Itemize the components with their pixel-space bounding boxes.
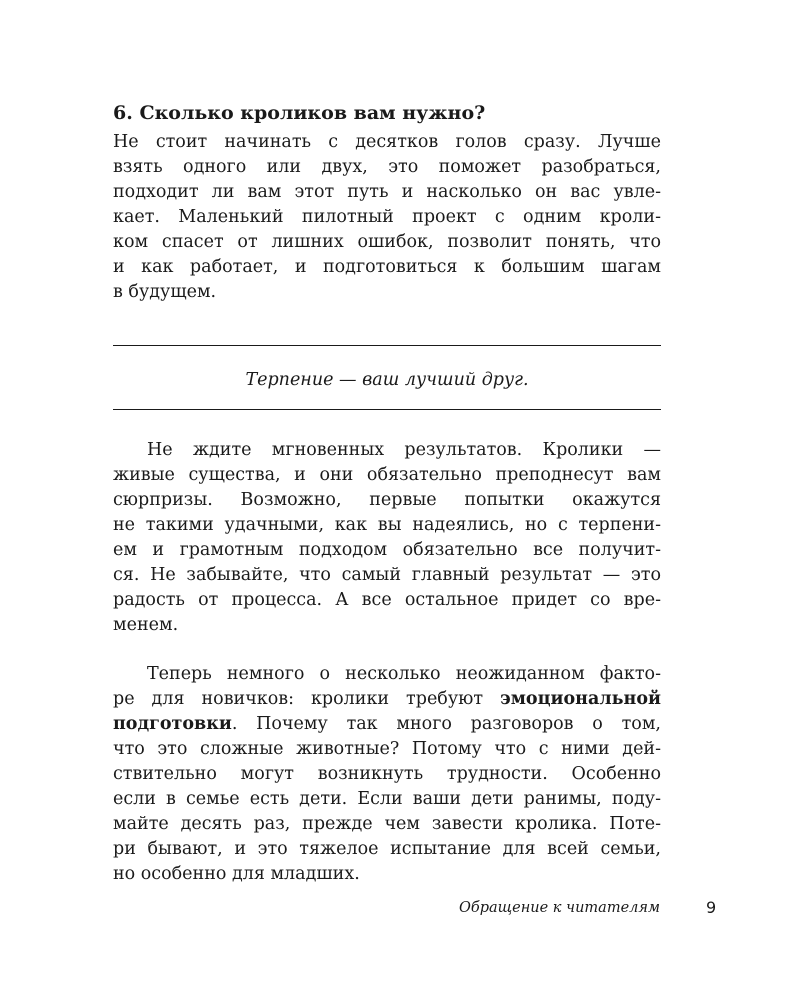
paragraph-line: радость от процесса. А все остальное придет со вре- (113, 590, 661, 610)
paragraph-line: Теперь немного о несколько неожиданном факто- (147, 664, 661, 684)
paragraph-line: живые существа, и они обязательно преподнесут вам (113, 465, 661, 485)
bold-emphasis: подготовки (113, 714, 232, 734)
text-run: ре для новичков: кролики требуют (113, 689, 501, 709)
page-content (113, 100, 661, 887)
intro-line: кает. Маленький пилотный проект с одним кроли- (113, 207, 661, 227)
running-head: Обращение к читателям (458, 900, 660, 916)
callout-bottom-rule (113, 409, 661, 410)
paragraph-line: что это сложные животные? Потому что с ними дей- (113, 739, 661, 759)
paragraph-line: ри бывают, и это тяжелое испытание для всей семьи, (113, 839, 661, 859)
text-run: . Почему так много разговоров о том, (231, 714, 661, 734)
section-heading: 6. Сколько кроликов вам нужно? (113, 102, 486, 124)
paragraph-line: но особенно для младших. (113, 864, 360, 884)
paragraph-line (113, 712, 661, 737)
paragraph-line: сюрпризы. Возможно, первые попытки окажутся (113, 490, 661, 510)
bold-emphasis: эмоциональной (500, 689, 661, 709)
paragraph-line: ся. Не забывайте, что самый главный результат — это (113, 565, 661, 585)
callout-top-rule (113, 345, 661, 346)
intro-line: подходит ли вам этот путь и насколько он вас увле- (113, 182, 661, 202)
intro-line: ком спасет от лишних ошибок, позволит понять, что (113, 232, 661, 252)
paragraph-line: не такими удачными, как вы надеялись, но с терпени- (113, 515, 661, 535)
paragraph-line: если в семье есть дети. Если ваши дети ранимы, поду- (113, 789, 661, 809)
paragraph-line: ствительно могут возникнуть трудности. Особенно (113, 764, 661, 784)
paragraph-line (113, 687, 661, 712)
intro-line: и как работает, и подготовиться к большим шагам (113, 257, 661, 277)
paragraph-line: майте десять раз, прежде чем завести кролика. Поте- (113, 814, 661, 834)
intro-paragraph (113, 130, 661, 305)
page-footer (0, 900, 800, 924)
intro-line: Не стоит начинать с десятков голов сразу. Лучше (113, 132, 661, 152)
intro-line: взять одного или двух, это поможет разобраться, (113, 157, 661, 177)
paragraph-line: ем и грамотным подходом обязательно все получит- (113, 540, 661, 560)
paragraph-line: Не ждите мгновенных результатов. Кролики — (147, 440, 661, 460)
emotional-paragraph (113, 662, 661, 887)
paragraph-line: менем. (113, 615, 179, 635)
callout-text: Терпение — ваш лучший друг. (245, 370, 529, 390)
patience-paragraph (113, 438, 661, 638)
intro-line: в будущем. (113, 282, 217, 302)
page-number: 9 (706, 898, 717, 917)
